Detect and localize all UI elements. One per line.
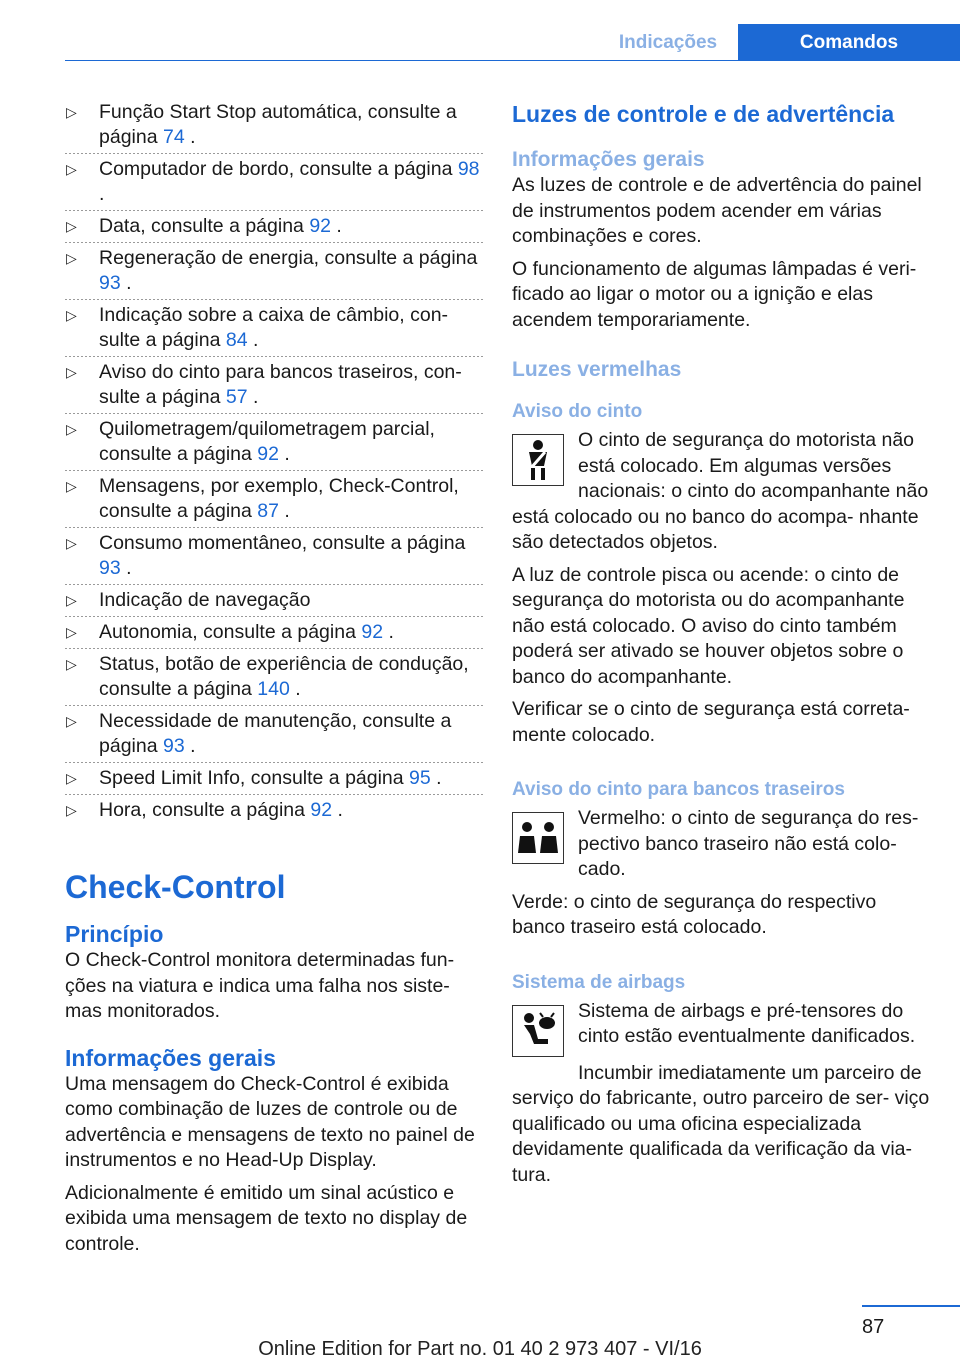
- belt-paragraph-1: O cinto de segurança do motorista não está colocado. Em algumas versões nacionais: o cinto do acompanhante não está colocado ou no banco do acompa‐ nhante são detectados objetos.: [512, 429, 929, 553]
- list-item: [65, 620, 483, 645]
- page-reference-link[interactable]: 92: [310, 799, 333, 821]
- list-item: [65, 157, 483, 207]
- list-item-tail: .: [247, 386, 259, 408]
- list-item-tail: .: [279, 500, 290, 522]
- page-reference-link[interactable]: 74: [162, 126, 185, 148]
- dotted-separator: [65, 242, 483, 243]
- page-reference-link[interactable]: 93: [162, 735, 185, 757]
- info-title-left: Informações gerais: [65, 1044, 276, 1071]
- list-item-text: Indicação sobre a caixa de câmbio, con‐ sulte a página: [99, 304, 449, 351]
- list-item: [65, 303, 483, 353]
- triangle-bullet-icon: ▷: [66, 770, 77, 786]
- red-lights-title: Luzes vermelhas: [512, 358, 682, 381]
- triangle-bullet-icon: ▷: [66, 535, 77, 551]
- triangle-bullet-icon: ▷: [66, 802, 77, 818]
- airbag-paragraph-1: Sistema de airbags e pré-tensores do cinto estão eventualmente danificados.: [578, 999, 916, 1047]
- page-reference-link[interactable]: 57: [225, 386, 248, 408]
- right-info-paragraph-2: O funcionamento de algumas lâmpadas é veri‐ ficado ao ligar o motor ou a ignição e elas acendem temporariamente.: [512, 257, 917, 331]
- page-reference-link[interactable]: 93: [99, 272, 121, 294]
- list-item: [65, 588, 483, 613]
- tab-comandos[interactable]: Comandos: [738, 24, 960, 61]
- triangle-bullet-icon: ▷: [66, 218, 77, 234]
- list-item-tail: .: [184, 735, 196, 757]
- dotted-separator: [65, 470, 483, 471]
- info-paragraph-2: Adicionalmente é emitido um sinal acústico e exibida uma mensagem de texto no display de controle.: [65, 1181, 468, 1255]
- airbag-warning-icon: [512, 1005, 564, 1057]
- seatbelt-warning-icon: [512, 434, 564, 486]
- list-item-text: Indicação de navegação: [99, 589, 311, 611]
- list-item-text: Quilometragem/quilometragem parcial, consulte a página: [99, 418, 435, 465]
- dotted-separator: [65, 356, 483, 357]
- rear-seatbelt-icon: [512, 812, 564, 864]
- list-item: [65, 798, 483, 823]
- belt-warning-title: Aviso do cinto: [512, 401, 643, 422]
- edition-text: Online Edition for Part no. 01 40 2 973 407 - VI/16: [258, 1338, 702, 1360]
- dotted-separator: [65, 648, 483, 649]
- page-reference-link[interactable]: 98: [457, 158, 480, 180]
- principio-text: O Check-Control monitora determinadas fun‐ ções na viatura e indica uma falha nos siste‐ mas monitorados.: [65, 949, 455, 1022]
- list-item-tail: .: [99, 183, 105, 205]
- triangle-bullet-icon: ▷: [66, 307, 77, 323]
- dotted-separator: [65, 153, 483, 154]
- list-item-tail: .: [279, 443, 290, 465]
- dotted-separator: [65, 527, 483, 528]
- page-reference-link[interactable]: 95: [409, 767, 431, 789]
- list-item-text: Regeneração de energia, consulte a página: [99, 247, 478, 269]
- page-reference-link[interactable]: 92: [361, 621, 384, 643]
- list-item-text: Função Start Stop automática, consulte a página: [99, 101, 457, 148]
- belt-paragraph-2: A luz de controle pisca ou acende: o cinto de segurança do motorista ou do acompanhante não está colocado. O aviso do cinto também poderá ser ativado se houver objetos sobre o banco do acompanhante.: [512, 563, 905, 688]
- list-item-tail: .: [383, 621, 394, 643]
- info-paragraph-1: Uma mensagem do Check-Control é exibida como combinação de luzes de controle ou de advertência e mensagens de texto no painel de instrumentos e no Head-Up Display.: [65, 1072, 475, 1171]
- list-item: [65, 246, 483, 296]
- dotted-separator: [65, 705, 483, 706]
- triangle-bullet-icon: ▷: [66, 656, 77, 672]
- tab-indicacoes[interactable]: Indicações: [618, 32, 718, 53]
- warning-lights-title: Luzes de controle e de advertência: [512, 101, 895, 127]
- list-item-text: Aviso do cinto para bancos traseiros, con‐ sulte a página: [99, 361, 462, 408]
- list-item: [65, 474, 483, 524]
- header-rule: [65, 60, 960, 61]
- check-control-title: Check-Control: [65, 869, 286, 905]
- list-item: [65, 652, 483, 702]
- belt-paragraph-3: Verificar se o cinto de segurança está correta‐ mente colocado.: [512, 698, 910, 746]
- page-reference-link[interactable]: 92: [309, 215, 332, 237]
- list-item: [65, 531, 483, 581]
- list-item: [65, 100, 483, 150]
- list-item: [65, 214, 483, 239]
- triangle-bullet-icon: ▷: [66, 161, 77, 177]
- dotted-separator: [65, 762, 483, 763]
- footer-rule: [862, 1305, 960, 1307]
- list-item: [65, 417, 483, 467]
- list-item-text: Computador de bordo, consulte a página: [99, 158, 458, 180]
- triangle-bullet-icon: ▷: [66, 713, 77, 729]
- rear-belt-title: Aviso do cinto para bancos traseiros: [512, 779, 845, 800]
- triangle-bullet-icon: ▷: [66, 364, 77, 380]
- dotted-separator: [65, 616, 483, 617]
- dotted-separator: [65, 299, 483, 300]
- airbag-title: Sistema de airbags: [512, 971, 686, 993]
- list-item: [65, 360, 483, 410]
- list-item-text: Necessidade de manutenção, consulte a página: [99, 710, 452, 757]
- triangle-bullet-icon: ▷: [66, 624, 77, 640]
- page-reference-link[interactable]: 93: [99, 557, 121, 579]
- rear-paragraph-2: Verde: o cinto de segurança do respectivo banco traseiro está colocado.: [512, 890, 877, 938]
- triangle-bullet-icon: ▷: [66, 592, 77, 608]
- airbag-paragraph-2: Incumbir imediatamente um parceiro de serviço do fabricante, outro parceiro de ser‐ viço qualificado ou uma oficina especializada devidamente qualificada da verificação da via‐ tura.: [512, 1061, 930, 1186]
- triangle-bullet-icon: ▷: [66, 421, 77, 437]
- triangle-bullet-icon: ▷: [66, 104, 77, 120]
- list-item-tail: .: [289, 678, 301, 700]
- dotted-separator: [65, 794, 483, 795]
- right-info-paragraph-1: As luzes de controle e de advertência do painel de instrumentos podem acender em várias combinações e cores.: [512, 174, 922, 247]
- principio-title: Princípio: [65, 921, 164, 947]
- list-item-text: Mensagens, por exemplo, Check-Control, consulte a página: [99, 475, 459, 522]
- left-column: [65, 100, 483, 1264]
- dotted-separator: [65, 584, 483, 585]
- page-reference-link[interactable]: 140: [257, 678, 290, 700]
- list-item-text: Status, botão de experiência de condução, consulte a página: [99, 653, 469, 700]
- page-reference-link[interactable]: 87: [257, 500, 279, 522]
- page-reference-link[interactable]: 92: [257, 443, 279, 465]
- right-column: [512, 100, 930, 1195]
- list-item-text: Speed Limit Info, consulte a página: [99, 767, 410, 789]
- list-item: [65, 766, 483, 791]
- page-number: 87: [862, 1316, 885, 1338]
- list-item: [65, 709, 483, 759]
- list-item-text: Hora, consulte a página: [99, 799, 311, 821]
- list-item-tail: .: [120, 557, 132, 579]
- display-items-list: [65, 100, 483, 823]
- dotted-separator: [65, 413, 483, 414]
- list-item-text: Autonomia, consulte a página: [99, 621, 362, 643]
- list-item-tail: .: [430, 767, 442, 789]
- list-item-tail: .: [247, 329, 259, 351]
- list-item-text: Data, consulte a página: [99, 215, 310, 237]
- list-item-tail: .: [331, 215, 342, 237]
- rear-paragraph-1: Vermelho: o cinto de segurança do res‐ pectivo banco traseiro não está colo‐ cado.: [578, 807, 919, 880]
- dotted-separator: [65, 210, 483, 211]
- triangle-bullet-icon: ▷: [66, 250, 77, 266]
- list-item-tail: .: [332, 799, 343, 821]
- list-item-text: Consumo momentâneo, consulte a página: [99, 532, 466, 554]
- page-reference-link[interactable]: 84: [225, 329, 248, 351]
- list-item-tail: .: [120, 272, 132, 294]
- triangle-bullet-icon: ▷: [66, 478, 77, 494]
- list-item-tail: .: [184, 126, 196, 148]
- info-title-right: Informações gerais: [512, 148, 705, 171]
